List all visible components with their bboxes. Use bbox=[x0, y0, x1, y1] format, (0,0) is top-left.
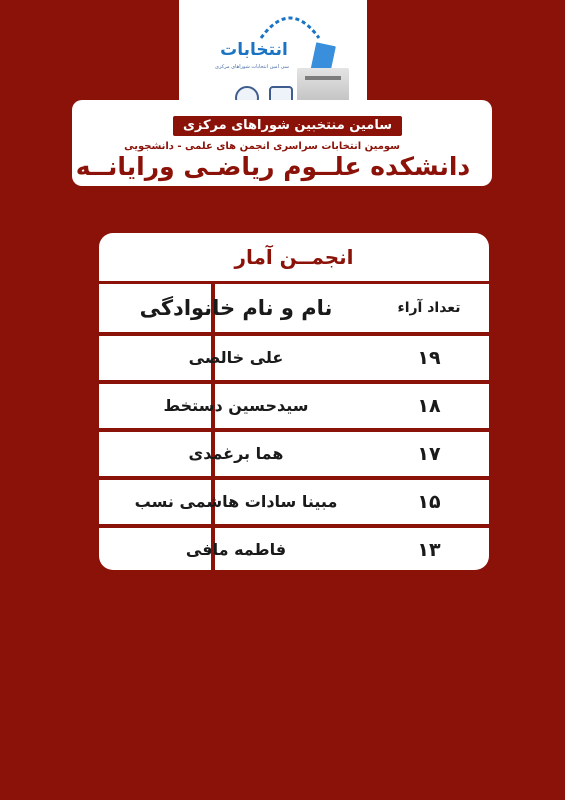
column-header-votes: تعداد آراء bbox=[397, 300, 461, 316]
vote-count: ۱۸ bbox=[417, 395, 441, 417]
vote-count: ۱۹ bbox=[417, 347, 441, 369]
header-subtitle: سومین انتخابات سراسری انجمن های علمی - دانشجویی bbox=[124, 141, 400, 152]
column-header-name: نام و نام خانوادگی bbox=[139, 296, 333, 320]
table-row bbox=[99, 432, 489, 476]
table-title: انجمــن آمار bbox=[234, 245, 354, 269]
candidate-name: فاطمه مافی bbox=[185, 540, 287, 559]
candidate-name: هما برغمدی bbox=[188, 444, 284, 463]
faculty-title: دانشکده علــوم ریاضـی ورایانــه bbox=[75, 152, 471, 181]
table-row bbox=[99, 528, 489, 572]
vote-count: ۱۷ bbox=[417, 443, 441, 465]
header-card bbox=[72, 100, 492, 186]
header-tag: سامین منتخبین شوراهای مرکزی bbox=[173, 116, 402, 136]
table-header-row bbox=[99, 284, 489, 332]
logo-arc-icon bbox=[255, 4, 325, 44]
candidate-name: مبینا سادات هاشمی نسب bbox=[134, 492, 338, 511]
table-row bbox=[99, 480, 489, 524]
table-row bbox=[99, 336, 489, 380]
table-row bbox=[99, 384, 489, 428]
candidate-name: علی خالصی bbox=[188, 348, 284, 367]
logo-title: انتخابات bbox=[220, 40, 288, 60]
candidate-name: سیدحسین دستخط bbox=[163, 396, 309, 415]
ballot-slot bbox=[305, 76, 341, 80]
vote-count: ۱۵ bbox=[417, 491, 441, 513]
logo-subtitle: سی امین انتخابات شوراهای مرکزی bbox=[215, 64, 289, 70]
vote-count: ۱۳ bbox=[417, 539, 441, 561]
results-table bbox=[99, 233, 489, 570]
